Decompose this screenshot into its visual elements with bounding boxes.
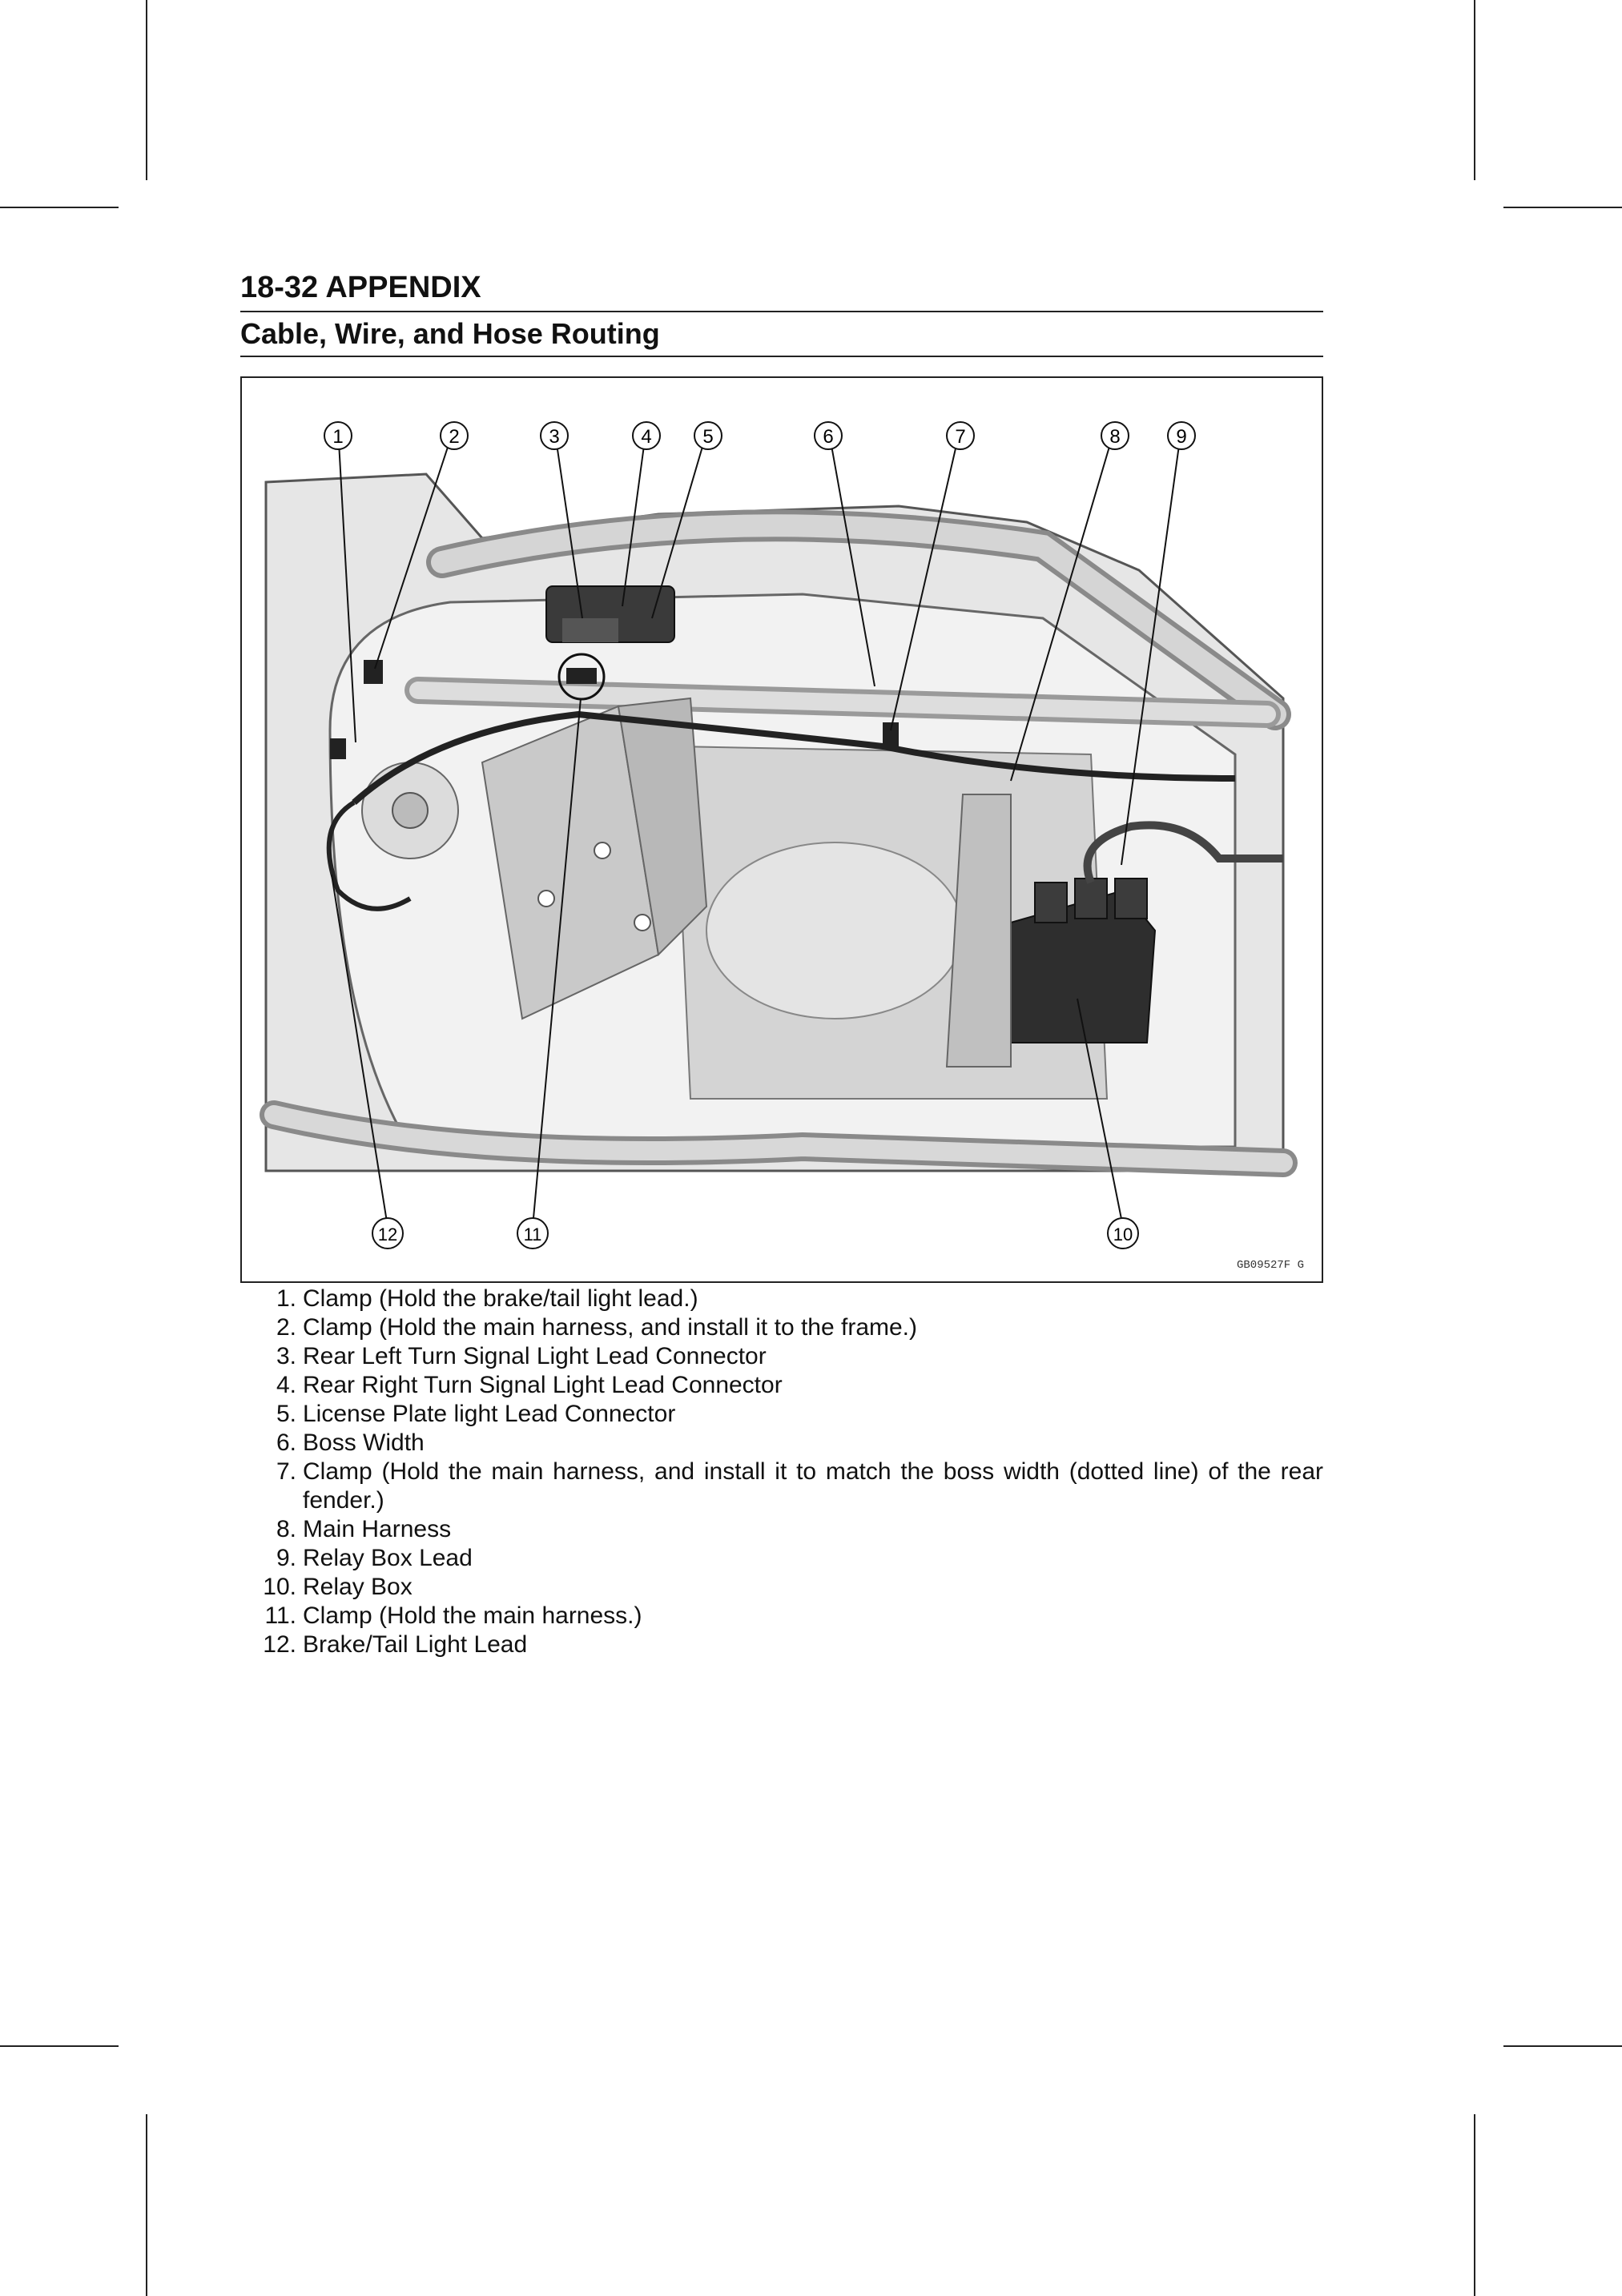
svg-text:7: 7 <box>955 426 966 448</box>
crop-mark <box>146 0 147 180</box>
callout-3 <box>541 422 568 449</box>
callout-4 <box>633 422 660 449</box>
figure-code: GB09527F G <box>1236 1259 1304 1272</box>
svg-text:1: 1 <box>332 426 344 448</box>
legend-item: 5. License Plate light Lead Connector <box>276 1401 676 1427</box>
callout-6 <box>815 422 842 449</box>
legend-list <box>240 1285 1323 1659</box>
legend-item: 2. Clamp (Hold the main harness, and install it to the frame.) <box>276 1314 918 1341</box>
crop-mark <box>0 207 119 208</box>
svg-text:12: 12 <box>377 1224 398 1245</box>
callout-9 <box>1168 422 1195 449</box>
legend-item: 1. Clamp (Hold the brake/tail light lead.) <box>276 1285 698 1312</box>
crop-mark <box>1474 2114 1475 2296</box>
legend-item: 6. Boss Width <box>276 1429 425 1456</box>
crop-mark <box>1503 2045 1622 2047</box>
legend-item: 10. Relay Box <box>263 1574 413 1600</box>
callout-11 <box>517 1218 548 1249</box>
legend-item: 8. Main Harness <box>276 1516 452 1542</box>
svg-text:9: 9 <box>1176 426 1187 448</box>
legend-item: 11. Clamp (Hold the main harness.) <box>264 1602 642 1629</box>
callout-12 <box>372 1218 403 1249</box>
svg-text:11: 11 <box>523 1224 542 1245</box>
callout-2 <box>441 422 468 449</box>
svg-text:3: 3 <box>549 426 560 448</box>
svg-text:8: 8 <box>1109 426 1121 448</box>
crop-mark <box>1503 207 1622 208</box>
svg-text:5: 5 <box>702 426 714 448</box>
legend-item: 7. Clamp (Hold the main harness, and install it to match the boss width (dotted line) of the rear fender.) <box>276 1458 1323 1514</box>
callout-1 <box>324 422 352 449</box>
legend-item: 12. Brake/Tail Light Lead <box>263 1631 528 1658</box>
routing-illustration <box>240 376 1323 1283</box>
crop-mark <box>146 2114 147 2296</box>
page-title: 18-32 APPENDIX <box>240 264 1323 312</box>
callout-5 <box>694 422 722 449</box>
legend-item: 3. Rear Left Turn Signal Light Lead Connector <box>276 1343 767 1369</box>
svg-text:2: 2 <box>449 426 460 448</box>
page-header <box>240 264 1323 357</box>
callout-10 <box>1108 1218 1138 1249</box>
frame-drawing <box>266 474 1283 1171</box>
legend-item: 4. Rear Right Turn Signal Light Lead Connector <box>276 1372 783 1398</box>
crop-mark <box>0 2045 119 2047</box>
motorcycle-rear-frame-drawing <box>242 378 1322 1281</box>
legend-item: 9. Relay Box Lead <box>276 1545 473 1571</box>
callout-7 <box>947 422 974 449</box>
crop-mark <box>1474 0 1475 180</box>
svg-text:6: 6 <box>823 426 834 448</box>
section-title: Cable, Wire, and Hose Routing <box>240 312 1323 357</box>
callout-8 <box>1101 422 1129 449</box>
svg-text:10: 10 <box>1113 1224 1133 1245</box>
svg-text:4: 4 <box>641 426 652 448</box>
